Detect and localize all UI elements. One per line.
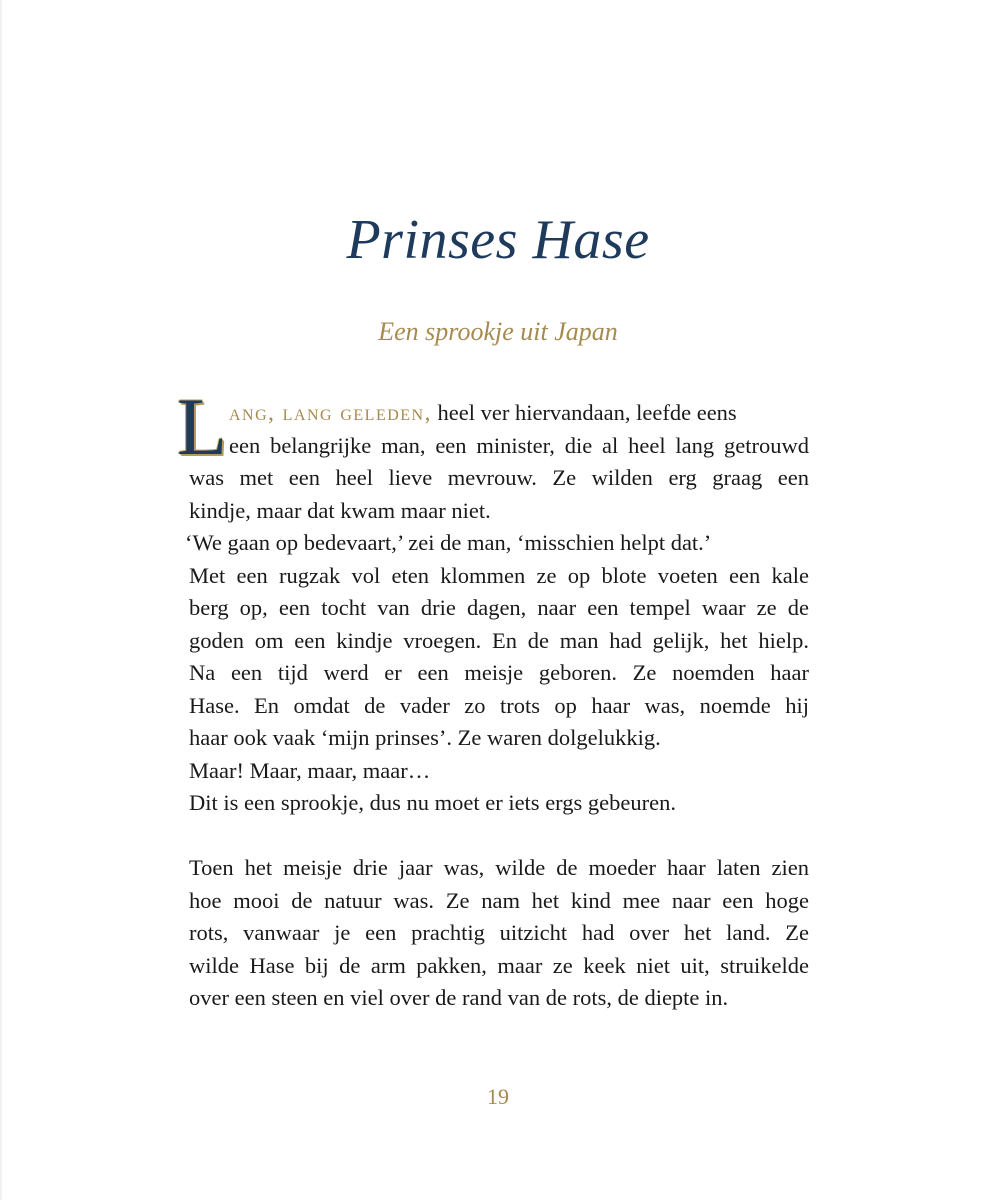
text-line: over een steen en viel over de rand van de rots, de diepte in. — [189, 985, 729, 1010]
text-line: Hase. En omdat de vader zo trots op haar was, noemde hij — [189, 692, 809, 718]
paragraph-gap — [189, 820, 809, 853]
text-line: rots, vanwaar je een prachtig uitzicht had over het land. Ze — [189, 920, 809, 945]
drop-cap: L — [177, 381, 228, 472]
text-line: kindje, maar dat kwam maar niet. — [189, 497, 491, 523]
text-line: Na een tijd werd er een meisje geboren. Ze noemden haar — [189, 660, 809, 685]
text-line: Maar! Maar, maar, maar… — [189, 757, 431, 783]
story-text — [177, 381, 809, 1015]
page-subtitle: Een sprookje uit Japan — [378, 317, 618, 346]
text-line: was met een heel lieve mevrouw. Ze wilden erg graag een — [189, 465, 809, 490]
opening-lines — [177, 381, 809, 472]
text-line: een belangrijke man, een minister, die al heel lang getrouwd — [229, 432, 809, 458]
text-line: Toen het meisje drie jaar was, wilde de moeder haar laten zien — [189, 855, 809, 880]
page-edge — [0, 0, 2, 1200]
text-line — [229, 397, 809, 430]
text-line: ‘We gaan op bedevaart,’ zei de man, ‘misschien helpt dat.’ — [185, 530, 712, 555]
text-line: berg op, een tocht van drie dagen, naar een tempel waar ze de — [189, 595, 809, 620]
text-line: wilde Hase bij de arm pakken, maar ze keek niet uit, struikelde — [189, 952, 809, 978]
text-line: Dit is een sprookje, dus nu moet er iets ergs gebeuren. — [189, 790, 676, 815]
text-line: haar ook vaak ‘mijn prinses’. Ze waren dolgelukkig. — [189, 725, 661, 750]
lead-in: ang, lang geleden, — [229, 400, 432, 425]
page-number: 19 — [487, 1084, 509, 1109]
page-title: Prinses Hase — [346, 209, 650, 271]
text-line: goden om een kindje vroegen. En de man had gelijk, het hielp. — [189, 627, 809, 653]
text-line: Met een rugzak vol eten klommen ze op blote voeten een kale — [189, 562, 809, 588]
text-line: hoe mooi de natuur was. Ze nam het kind mee naar een hoge — [189, 887, 809, 913]
line-rest: heel ver hiervandaan, leefde eens — [431, 400, 737, 425]
